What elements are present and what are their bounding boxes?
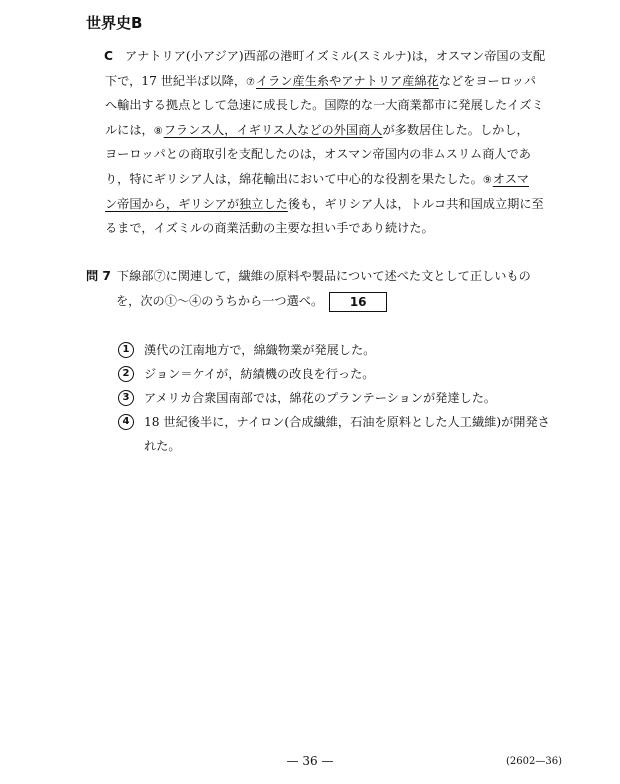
choice-number: 2 (118, 366, 134, 382)
underlined-phrase-9-cont: ン帝国から，ギリシアが独立した (105, 196, 288, 211)
passage-label: C (104, 49, 113, 63)
question-line: を，次の①～④のうちから一つ選べ。 16 (86, 289, 556, 314)
choice-text: ジョン＝ケイが，紡績機の改良を行った。 (144, 367, 375, 381)
page-number: — 36 — (286, 754, 334, 768)
choice-1[interactable] (118, 338, 558, 362)
exam-code: (2602—36) (506, 756, 562, 767)
choice-number: 4 (118, 414, 134, 430)
underlined-phrase-7: イラン産生糸やアナトリア産綿花 (255, 73, 439, 88)
choice-text: アメリカ合衆国南部では，綿花のプランテーションが発達した。 (144, 391, 497, 405)
underlined-phrase-9: オスマ (492, 171, 529, 186)
choice-number: 3 (118, 390, 134, 406)
question-line: 問 7 下線部⑦に関連して，繊維の原料や製品について述べた文として正しいもの (86, 269, 531, 283)
passage-line: ン帝国から，ギリシアが独立した後も，ギリシア人は，トルコ共和国成立期に至 (105, 196, 544, 211)
answer-choices (118, 338, 558, 458)
underlined-phrase-8: フランス人，イギリス人などの外国商人 (163, 122, 383, 137)
choice-number: 1 (118, 342, 134, 358)
passage-line: へ輸出する拠点として急速に成長した。国際的な一大商業都市に発展したイズミ (105, 98, 544, 113)
passage-line: 下で，17 世紀半ば以降，⑦イラン産生糸やアナトリア産綿花などをヨーロッパ (105, 73, 537, 88)
choice-text: 漢代の江南地方で，綿織物業が発展した。 (144, 343, 376, 357)
subject-heading: 世界史B (86, 14, 143, 32)
underline-marker-7: ⑦ (246, 76, 255, 88)
passage-line: るまで，イズミルの商業活動の主要な担い手であり続けた。 (105, 221, 434, 236)
answer-box: 16 (329, 292, 387, 312)
choice-3[interactable] (118, 386, 558, 410)
passage-line: ルには，⑧フランス人，イギリス人などの外国商人が多数居住した。しかし， (105, 122, 529, 137)
underline-marker-8: ⑧ (153, 125, 163, 137)
passage-line: ヨーロッパとの商取引を支配したのは，オスマン帝国内の非ムスリム商人であ (105, 147, 531, 162)
passage-c (104, 44, 556, 241)
passage-line: C アナトリア(小アジア)西部の港町イズミル(スミルナ)は，オスマン帝国の支配 (104, 49, 546, 63)
choice-2[interactable] (118, 362, 558, 386)
question-label: 問 7 (86, 269, 111, 283)
choice-4[interactable] (118, 410, 558, 458)
passage-line: り，特にギリシア人は，綿花輸出において中心的な役割を果たした。⑨オスマ (105, 171, 529, 186)
underline-marker-9: ⑨ (482, 174, 492, 186)
choice-text: 18 世紀後半に，ナイロン(合成繊維，石油を原料とした人工繊維)が開発された。 (144, 415, 550, 453)
question-7 (86, 264, 556, 314)
